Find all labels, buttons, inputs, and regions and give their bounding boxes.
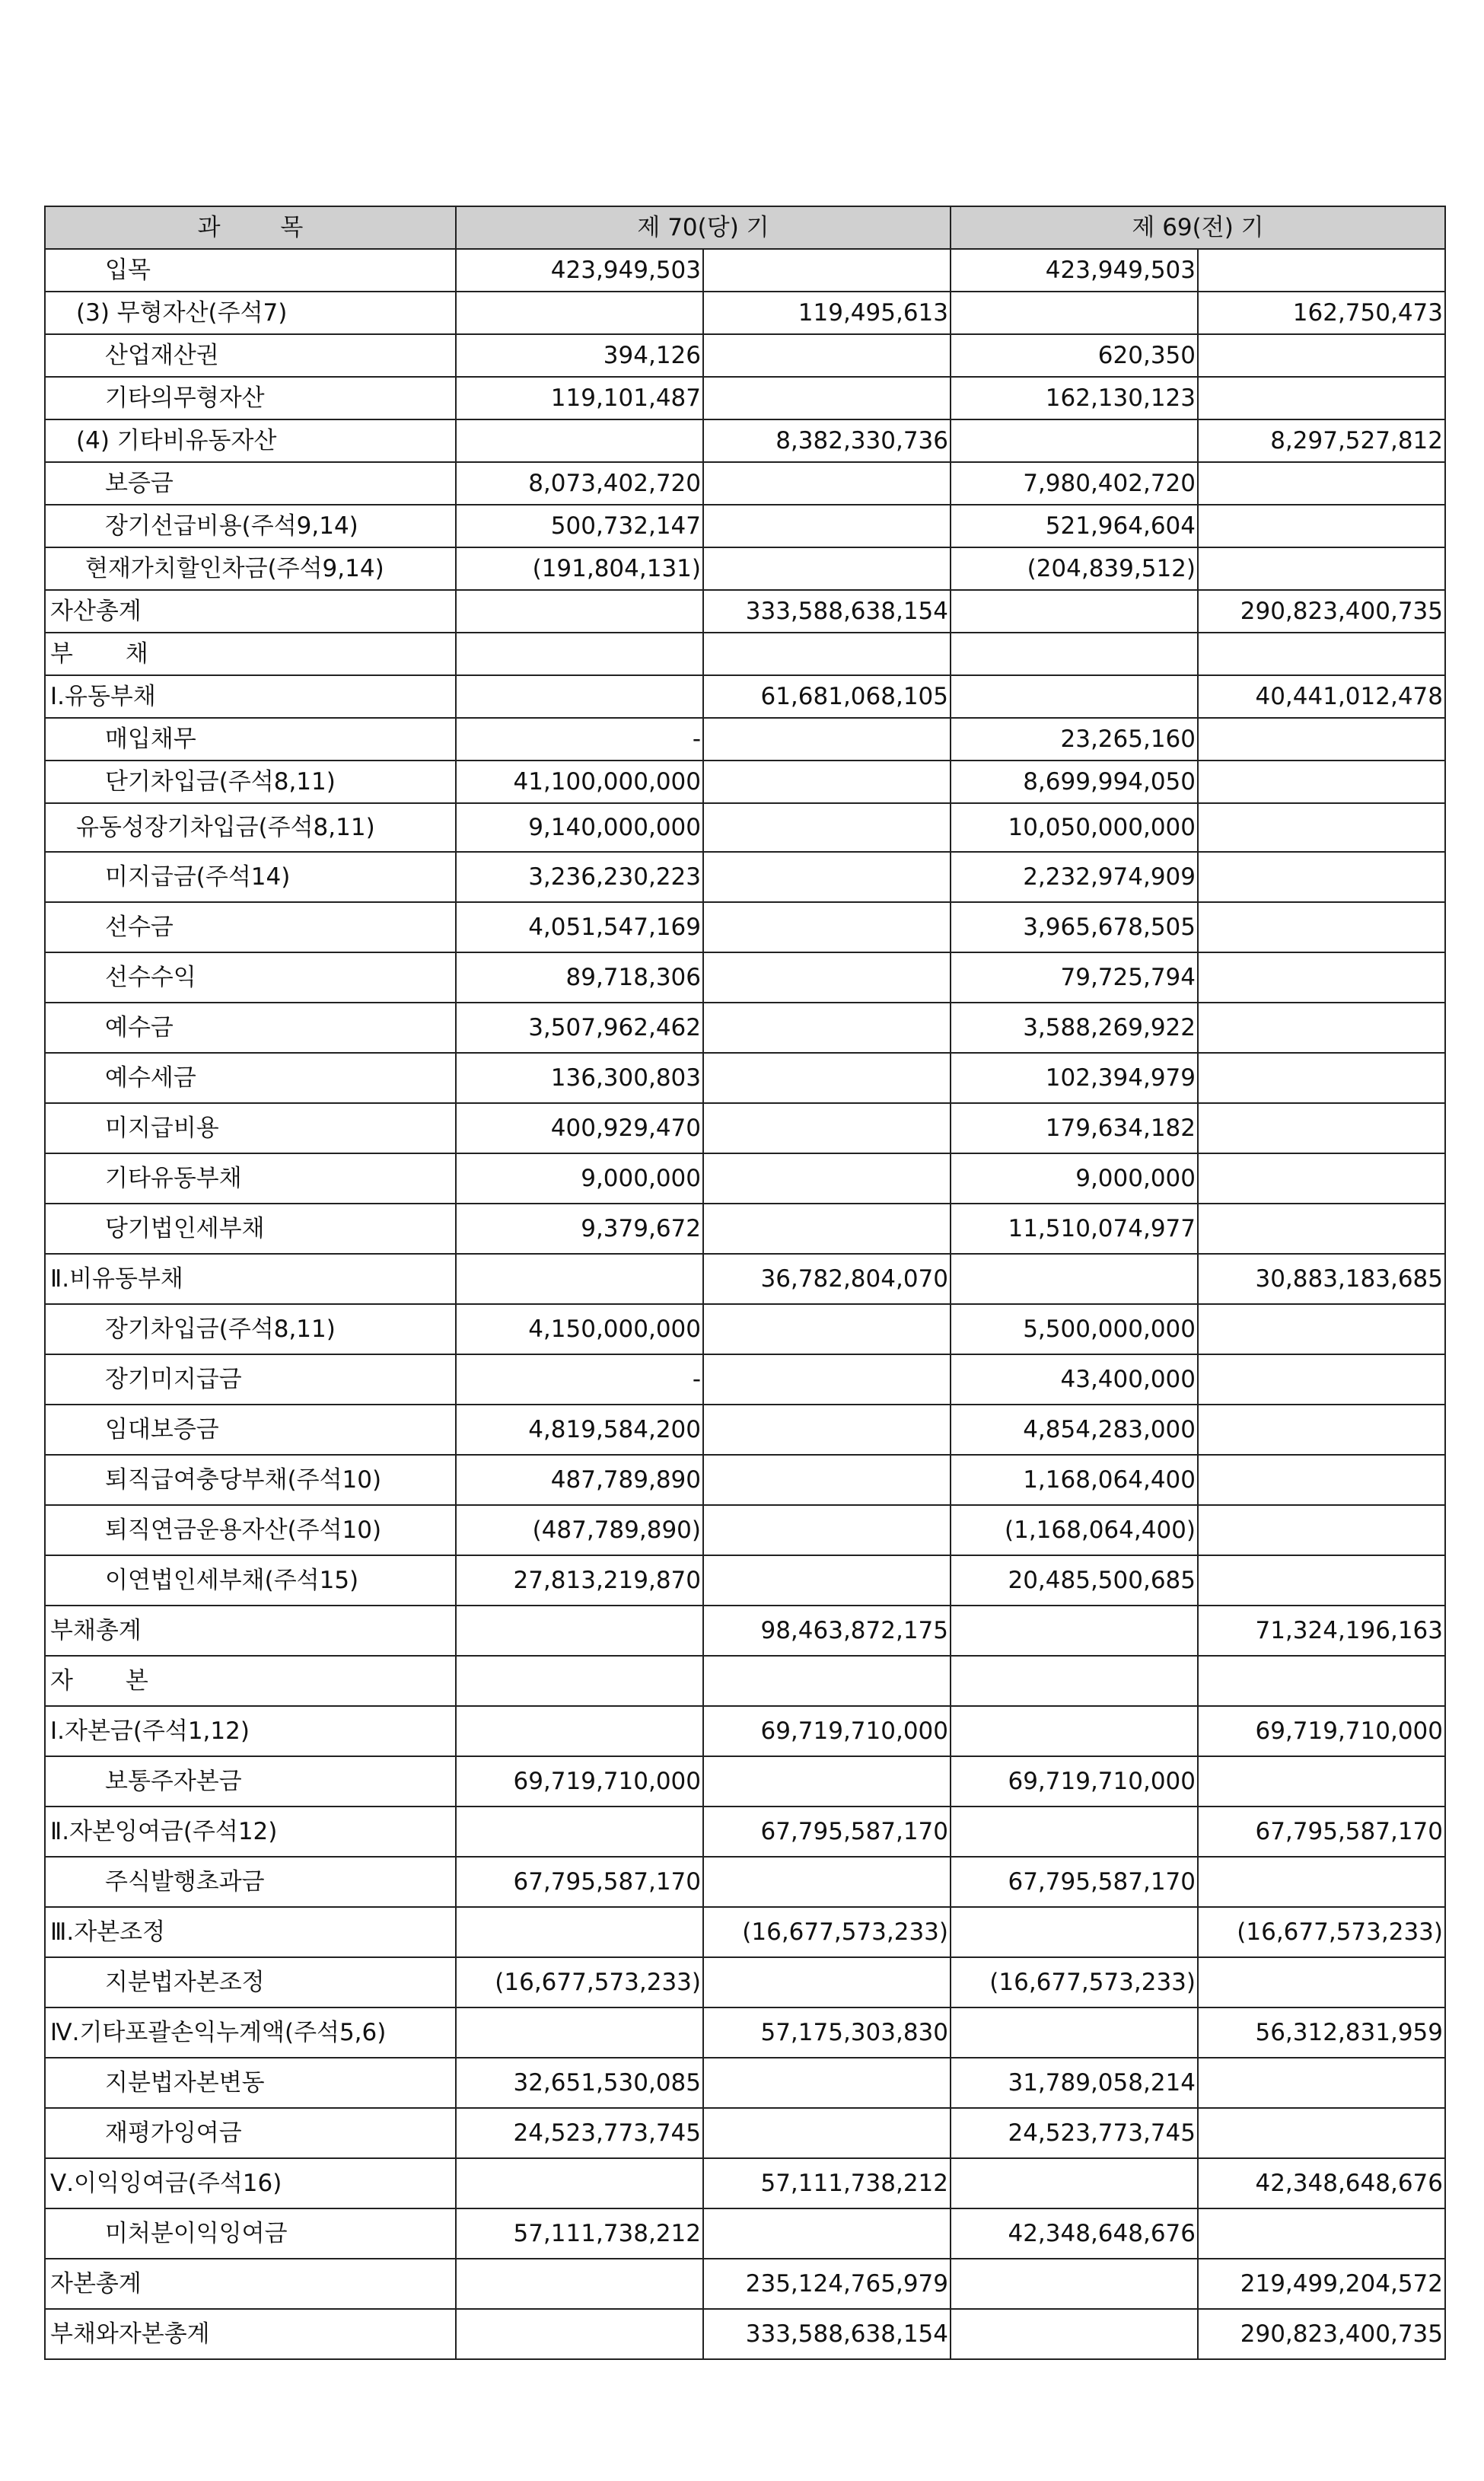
- row-label: 부채총계: [45, 1606, 456, 1656]
- current-detail-value: 41,100,000,000: [456, 761, 703, 803]
- prior-total-value: [1198, 1505, 1445, 1555]
- prior-detail-value: [951, 2007, 1198, 2058]
- row-label: 자산총계: [45, 590, 456, 633]
- current-total-value: [703, 803, 951, 852]
- current-total-value: [703, 1656, 951, 1706]
- current-total-value: 119,495,613: [703, 292, 951, 334]
- row-label: 부채와자본총계: [45, 2309, 456, 2359]
- prior-total-value: [1198, 1957, 1445, 2007]
- current-detail-value: 4,819,584,200: [456, 1405, 703, 1455]
- row-label: 미지급비용: [45, 1103, 456, 1153]
- prior-total-value: [1198, 1153, 1445, 1204]
- table-row: [45, 902, 1445, 952]
- current-detail-value: 423,949,503: [456, 249, 703, 292]
- table-row: [45, 1354, 1445, 1405]
- prior-detail-value: 7,980,402,720: [951, 462, 1198, 505]
- current-detail-value: 9,140,000,000: [456, 803, 703, 852]
- prior-total-value: 56,312,831,959: [1198, 2007, 1445, 2058]
- current-total-value: [703, 547, 951, 590]
- prior-detail-value: 10,050,000,000: [951, 803, 1198, 852]
- row-label: 주식발행초과금: [45, 1857, 456, 1907]
- current-detail-value: 487,789,890: [456, 1455, 703, 1505]
- prior-detail-value: 3,965,678,505: [951, 902, 1198, 952]
- current-detail-value: [456, 1656, 703, 1706]
- prior-total-value: 42,348,648,676: [1198, 2158, 1445, 2208]
- current-detail-value: 27,813,219,870: [456, 1555, 703, 1606]
- current-detail-value: [456, 1606, 703, 1656]
- table-row: [45, 852, 1445, 902]
- prior-total-value: 30,883,183,685: [1198, 1254, 1445, 1304]
- prior-total-value: [1198, 2208, 1445, 2259]
- prior-detail-value: [951, 2309, 1198, 2359]
- table-row: [45, 505, 1445, 547]
- prior-total-value: 162,750,473: [1198, 292, 1445, 334]
- table-row: [45, 675, 1445, 718]
- table-row: [45, 1405, 1445, 1455]
- row-label: 미지급금(주석14): [45, 852, 456, 902]
- row-label: 퇴직급여충당부채(주석10): [45, 1455, 456, 1505]
- current-total-value: [703, 1204, 951, 1254]
- current-detail-value: -: [456, 1354, 703, 1405]
- table-row: [45, 2058, 1445, 2108]
- prior-detail-value: [951, 1656, 1198, 1706]
- row-label: 매입채무: [45, 718, 456, 761]
- table-row: [45, 1907, 1445, 1957]
- table-row: [45, 1455, 1445, 1505]
- table-row: [45, 419, 1445, 462]
- financial-statement-table: [44, 206, 1446, 2360]
- prior-total-value: [1198, 334, 1445, 377]
- row-label: Ⅱ.비유동부채: [45, 1254, 456, 1304]
- current-total-value: 333,588,638,154: [703, 590, 951, 633]
- prior-total-value: 40,441,012,478: [1198, 675, 1445, 718]
- current-total-value: 8,382,330,736: [703, 419, 951, 462]
- prior-detail-value: 5,500,000,000: [951, 1304, 1198, 1354]
- row-label: 장기선급비용(주석9,14): [45, 505, 456, 547]
- current-period-header: 제 70(당) 기: [456, 206, 951, 249]
- row-label: 예수세금: [45, 1053, 456, 1103]
- current-total-value: 57,175,303,830: [703, 2007, 951, 2058]
- row-label: 선수금: [45, 902, 456, 952]
- current-total-value: [703, 1405, 951, 1455]
- prior-total-value: [1198, 761, 1445, 803]
- row-label: 임대보증금: [45, 1405, 456, 1455]
- current-detail-value: [456, 2259, 703, 2309]
- table-row: [45, 1304, 1445, 1354]
- current-total-value: [703, 1957, 951, 2007]
- current-detail-value: 394,126: [456, 334, 703, 377]
- row-label: 자본총계: [45, 2259, 456, 2309]
- current-detail-value: [456, 633, 703, 675]
- table-row: [45, 1103, 1445, 1153]
- current-total-value: 69,719,710,000: [703, 1706, 951, 1756]
- table-row: [45, 803, 1445, 852]
- current-detail-value: 136,300,803: [456, 1053, 703, 1103]
- prior-detail-value: 3,588,269,922: [951, 1003, 1198, 1053]
- prior-total-value: [1198, 1103, 1445, 1153]
- table-row: [45, 1706, 1445, 1756]
- prior-detail-value: 11,510,074,977: [951, 1204, 1198, 1254]
- table-row: [45, 2007, 1445, 2058]
- table-row: [45, 1003, 1445, 1053]
- current-detail-value: [456, 2007, 703, 2058]
- prior-total-value: [1198, 803, 1445, 852]
- prior-total-value: [1198, 952, 1445, 1003]
- prior-detail-value: 24,523,773,745: [951, 2108, 1198, 2158]
- table-row: [45, 1555, 1445, 1606]
- table-row: [45, 1656, 1445, 1706]
- prior-detail-value: [951, 1254, 1198, 1304]
- current-detail-value: 57,111,738,212: [456, 2208, 703, 2259]
- current-total-value: [703, 249, 951, 292]
- table-row: [45, 249, 1445, 292]
- prior-total-value: [1198, 1656, 1445, 1706]
- current-detail-value: [456, 292, 703, 334]
- prior-detail-value: (1,168,064,400): [951, 1505, 1198, 1555]
- current-detail-value: [456, 1706, 703, 1756]
- current-total-value: [703, 902, 951, 952]
- row-label: 보증금: [45, 462, 456, 505]
- current-total-value: [703, 2208, 951, 2259]
- row-label: Ⅳ.기타포괄손익누계액(주석5,6): [45, 2007, 456, 2058]
- prior-total-value: 67,795,587,170: [1198, 1807, 1445, 1857]
- current-detail-value: [456, 1807, 703, 1857]
- row-label: 보통주자본금: [45, 1756, 456, 1807]
- table-row: [45, 1204, 1445, 1254]
- prior-detail-value: [951, 2259, 1198, 2309]
- table-body: [45, 249, 1445, 2359]
- table-row: [45, 1505, 1445, 1555]
- prior-detail-value: 69,719,710,000: [951, 1756, 1198, 1807]
- prior-detail-value: 179,634,182: [951, 1103, 1198, 1153]
- table-row: [45, 1153, 1445, 1204]
- current-total-value: [703, 1153, 951, 1204]
- prior-detail-value: [951, 2158, 1198, 2208]
- table-row: [45, 590, 1445, 633]
- prior-total-value: [1198, 462, 1445, 505]
- prior-total-value: [1198, 1405, 1445, 1455]
- current-detail-value: (16,677,573,233): [456, 1957, 703, 2007]
- current-detail-value: [456, 2309, 703, 2359]
- row-label: 현재가치할인차금(주석9,14): [45, 547, 456, 590]
- current-total-value: [703, 2058, 951, 2108]
- prior-detail-value: 2,232,974,909: [951, 852, 1198, 902]
- table-row: [45, 1053, 1445, 1103]
- prior-total-value: [1198, 1455, 1445, 1505]
- row-label: Ⅴ.이익잉여금(주석16): [45, 2158, 456, 2208]
- prior-total-value: [1198, 1756, 1445, 1807]
- current-total-value: [703, 505, 951, 547]
- current-detail-value: 24,523,773,745: [456, 2108, 703, 2158]
- prior-detail-value: 1,168,064,400: [951, 1455, 1198, 1505]
- table-row: [45, 292, 1445, 334]
- current-total-value: 333,588,638,154: [703, 2309, 951, 2359]
- row-label: 산업재산권: [45, 334, 456, 377]
- current-detail-value: [456, 1907, 703, 1957]
- prior-detail-value: 162,130,123: [951, 377, 1198, 419]
- current-total-value: [703, 1555, 951, 1606]
- row-label: Ⅰ.자본금(주석1,12): [45, 1706, 456, 1756]
- table-row: [45, 1807, 1445, 1857]
- current-total-value: [703, 1756, 951, 1807]
- row-label: Ⅰ.유동부채: [45, 675, 456, 718]
- row-label: 유동성장기차입금(주석8,11): [45, 803, 456, 852]
- current-total-value: [703, 377, 951, 419]
- current-total-value: 57,111,738,212: [703, 2158, 951, 2208]
- current-detail-value: 32,651,530,085: [456, 2058, 703, 2108]
- prior-detail-value: (16,677,573,233): [951, 1957, 1198, 2007]
- prior-total-value: [1198, 718, 1445, 761]
- current-detail-value: 9,000,000: [456, 1153, 703, 1204]
- table-row: [45, 1756, 1445, 1807]
- table-row: [45, 334, 1445, 377]
- current-total-value: [703, 1304, 951, 1354]
- current-total-value: [703, 852, 951, 902]
- prior-detail-value: [951, 1606, 1198, 1656]
- row-label: 퇴직연금운용자산(주석10): [45, 1505, 456, 1555]
- current-detail-value: [456, 419, 703, 462]
- prior-total-value: [1198, 377, 1445, 419]
- table-row: [45, 633, 1445, 675]
- current-total-value: [703, 1857, 951, 1907]
- table-row: [45, 2259, 1445, 2309]
- current-total-value: [703, 2108, 951, 2158]
- prior-detail-value: 23,265,160: [951, 718, 1198, 761]
- prior-total-value: 290,823,400,735: [1198, 590, 1445, 633]
- prior-detail-value: [951, 1706, 1198, 1756]
- prior-detail-value: 43,400,000: [951, 1354, 1198, 1405]
- table-row: [45, 547, 1445, 590]
- row-label: 선수수익: [45, 952, 456, 1003]
- prior-total-value: [1198, 1003, 1445, 1053]
- prior-total-value: [1198, 2058, 1445, 2108]
- current-detail-value: 4,051,547,169: [456, 902, 703, 952]
- prior-detail-value: 79,725,794: [951, 952, 1198, 1003]
- table-row: [45, 1957, 1445, 2007]
- prior-detail-value: [951, 675, 1198, 718]
- prior-detail-value: 521,964,604: [951, 505, 1198, 547]
- current-total-value: 67,795,587,170: [703, 1807, 951, 1857]
- prior-total-value: [1198, 505, 1445, 547]
- table-row: [45, 2309, 1445, 2359]
- current-total-value: [703, 1103, 951, 1153]
- prior-total-value: [1198, 902, 1445, 952]
- row-label: 기타의무형자산: [45, 377, 456, 419]
- current-total-value: [703, 1053, 951, 1103]
- current-detail-value: [456, 675, 703, 718]
- prior-total-value: 69,719,710,000: [1198, 1706, 1445, 1756]
- prior-period-header: 제 69(전) 기: [951, 206, 1445, 249]
- current-detail-value: 3,507,962,462: [456, 1003, 703, 1053]
- prior-total-value: 290,823,400,735: [1198, 2309, 1445, 2359]
- current-detail-value: 8,073,402,720: [456, 462, 703, 505]
- current-detail-value: (191,804,131): [456, 547, 703, 590]
- prior-total-value: [1198, 547, 1445, 590]
- prior-detail-value: [951, 419, 1198, 462]
- prior-detail-value: 31,789,058,214: [951, 2058, 1198, 2108]
- prior-total-value: [1198, 1857, 1445, 1907]
- current-total-value: [703, 633, 951, 675]
- prior-detail-value: [951, 1907, 1198, 1957]
- table-row: [45, 462, 1445, 505]
- row-label: 당기법인세부채: [45, 1204, 456, 1254]
- prior-total-value: [1198, 2108, 1445, 2158]
- prior-detail-value: [951, 590, 1198, 633]
- current-detail-value: (487,789,890): [456, 1505, 703, 1555]
- prior-total-value: 219,499,204,572: [1198, 2259, 1445, 2309]
- table-row: [45, 1857, 1445, 1907]
- row-label: 이연법인세부채(주석15): [45, 1555, 456, 1606]
- current-detail-value: [456, 2158, 703, 2208]
- current-detail-value: 89,718,306: [456, 952, 703, 1003]
- current-total-value: [703, 462, 951, 505]
- table-row: [45, 2158, 1445, 2208]
- prior-detail-value: [951, 633, 1198, 675]
- prior-total-value: [1198, 852, 1445, 902]
- prior-total-value: 71,324,196,163: [1198, 1606, 1445, 1656]
- table-row: [45, 1254, 1445, 1304]
- prior-detail-value: 9,000,000: [951, 1153, 1198, 1204]
- current-detail-value: 4,150,000,000: [456, 1304, 703, 1354]
- row-label: 예수금: [45, 1003, 456, 1053]
- prior-detail-value: 20,485,500,685: [951, 1555, 1198, 1606]
- current-detail-value: [456, 1254, 703, 1304]
- prior-detail-value: 423,949,503: [951, 249, 1198, 292]
- subject-header: 과 목: [45, 206, 456, 249]
- current-total-value: 98,463,872,175: [703, 1606, 951, 1656]
- prior-total-value: [1198, 1053, 1445, 1103]
- prior-total-value: [1198, 1555, 1445, 1606]
- row-label: 지분법자본조정: [45, 1957, 456, 2007]
- table-row: [45, 1606, 1445, 1656]
- prior-detail-value: [951, 292, 1198, 334]
- current-total-value: 61,681,068,105: [703, 675, 951, 718]
- prior-detail-value: 102,394,979: [951, 1053, 1198, 1103]
- prior-total-value: [1198, 633, 1445, 675]
- table-header: [45, 206, 1445, 249]
- table-row: [45, 718, 1445, 761]
- prior-detail-value: (204,839,512): [951, 547, 1198, 590]
- row-label: 장기미지급금: [45, 1354, 456, 1405]
- row-label: Ⅱ.자본잉여금(주석12): [45, 1807, 456, 1857]
- table-row: [45, 952, 1445, 1003]
- current-total-value: [703, 1354, 951, 1405]
- current-detail-value: 119,101,487: [456, 377, 703, 419]
- table-row: [45, 377, 1445, 419]
- row-label: 부 채: [45, 633, 456, 675]
- current-detail-value: 67,795,587,170: [456, 1857, 703, 1907]
- row-label: 지분법자본변동: [45, 2058, 456, 2108]
- current-detail-value: 400,929,470: [456, 1103, 703, 1153]
- current-detail-value: 9,379,672: [456, 1204, 703, 1254]
- current-total-value: [703, 334, 951, 377]
- prior-detail-value: 4,854,283,000: [951, 1405, 1198, 1455]
- prior-total-value: [1198, 249, 1445, 292]
- prior-detail-value: 8,699,994,050: [951, 761, 1198, 803]
- prior-total-value: [1198, 1354, 1445, 1405]
- row-label: 자 본: [45, 1656, 456, 1706]
- current-total-value: 235,124,765,979: [703, 2259, 951, 2309]
- row-label: 기타유동부채: [45, 1153, 456, 1204]
- current-total-value: [703, 761, 951, 803]
- current-detail-value: 3,236,230,223: [456, 852, 703, 902]
- table-row: [45, 2208, 1445, 2259]
- current-detail-value: -: [456, 718, 703, 761]
- row-label: 장기차입금(주석8,11): [45, 1304, 456, 1354]
- current-detail-value: 500,732,147: [456, 505, 703, 547]
- header-row: [45, 206, 1445, 249]
- current-total-value: 36,782,804,070: [703, 1254, 951, 1304]
- current-total-value: [703, 718, 951, 761]
- row-label: (3) 무형자산(주석7): [45, 292, 456, 334]
- prior-total-value: (16,677,573,233): [1198, 1907, 1445, 1957]
- row-label: 입목: [45, 249, 456, 292]
- table-row: [45, 2108, 1445, 2158]
- row-label: 단기차입금(주석8,11): [45, 761, 456, 803]
- table-row: [45, 761, 1445, 803]
- current-total-value: [703, 1455, 951, 1505]
- prior-detail-value: 42,348,648,676: [951, 2208, 1198, 2259]
- row-label: Ⅲ.자본조정: [45, 1907, 456, 1957]
- row-label: 재평가잉여금: [45, 2108, 456, 2158]
- row-label: 미처분이익잉여금: [45, 2208, 456, 2259]
- current-detail-value: 69,719,710,000: [456, 1756, 703, 1807]
- current-total-value: (16,677,573,233): [703, 1907, 951, 1957]
- current-total-value: [703, 1003, 951, 1053]
- row-label: (4) 기타비유동자산: [45, 419, 456, 462]
- prior-total-value: [1198, 1304, 1445, 1354]
- current-detail-value: [456, 590, 703, 633]
- prior-total-value: 8,297,527,812: [1198, 419, 1445, 462]
- prior-total-value: [1198, 1204, 1445, 1254]
- prior-detail-value: [951, 1807, 1198, 1857]
- prior-detail-value: 620,350: [951, 334, 1198, 377]
- prior-detail-value: 67,795,587,170: [951, 1857, 1198, 1907]
- current-total-value: [703, 1505, 951, 1555]
- current-total-value: [703, 952, 951, 1003]
